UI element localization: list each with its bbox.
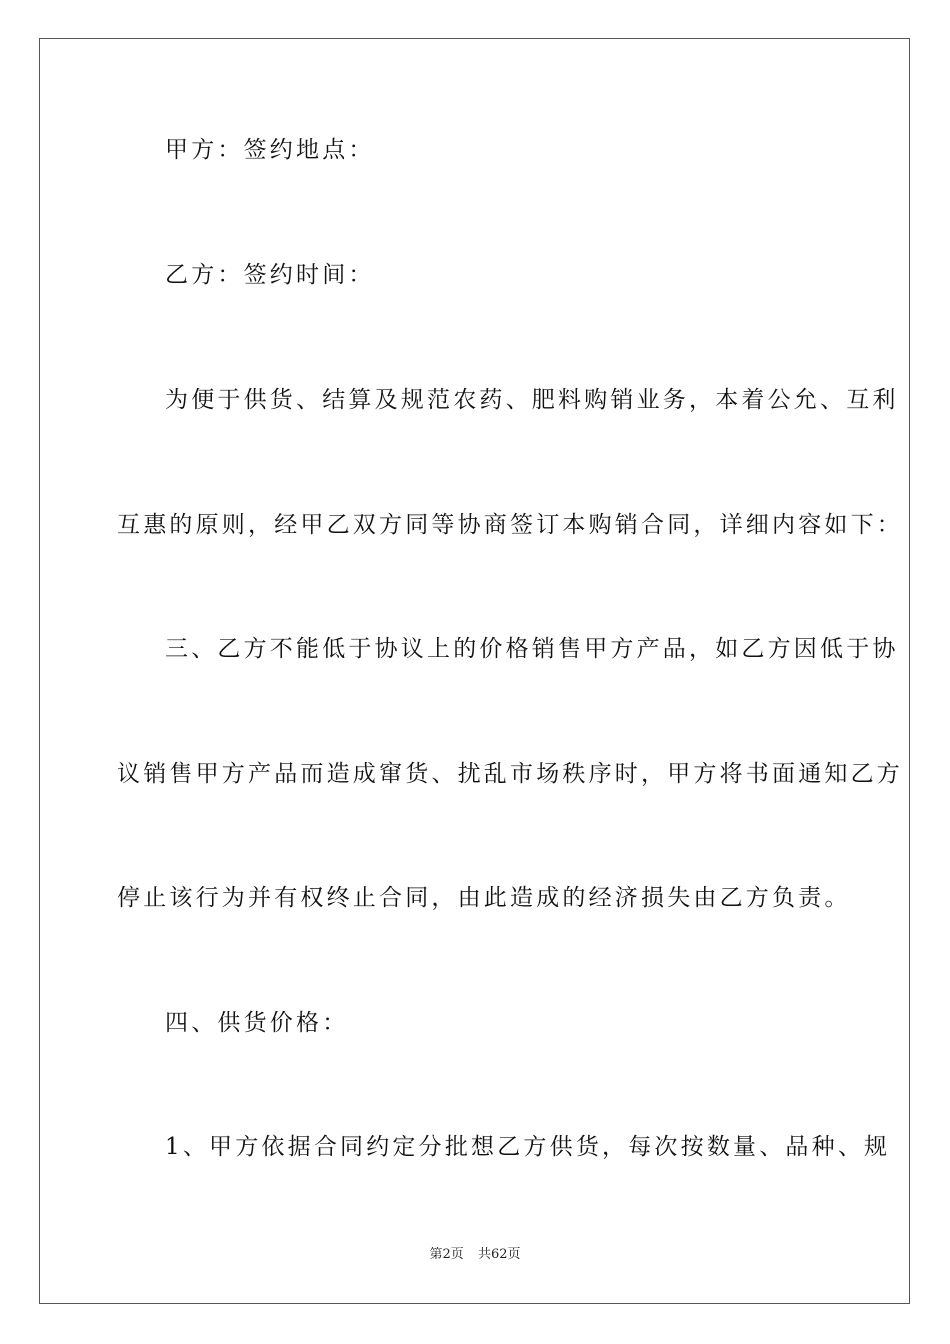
text-line-party-a: 甲方：签约地点：: [165, 137, 375, 163]
page-number-current: 第2页: [429, 1247, 464, 1262]
text-line-party-b: 乙方：签约时间：: [165, 262, 375, 288]
page-number-total: 共62页: [477, 1247, 521, 1262]
page-border: [39, 38, 910, 1304]
text-line-clause-3-2: 议销售甲方产品而造成窜货、扰乱市场秩序时，甲方将书面通知乙方: [117, 761, 903, 787]
text-line-clause-4-heading: 四、供货价格：: [165, 1010, 349, 1036]
text-line-clause-3-1: 三、乙方不能低于协议上的价格销售甲方产品，如乙方因低于协: [165, 636, 899, 662]
page-footer: [0, 1246, 950, 1264]
text-line-intro-2: 互惠的原则，经甲乙双方同等协商签订本购销合同，详细内容如下：: [117, 512, 903, 538]
text-line-intro-1: 为便于供货、结算及规范农药、肥料购销业务，本着公允、互利: [165, 387, 899, 413]
text-line-clause-3-3: 停止该行为并有权终止合同，由此造成的经济损失由乙方负责。: [117, 885, 851, 911]
text-line-clause-4-item-1: 1、甲方依据合同约定分批想乙方供货，每次按数量、品种、规: [165, 1134, 891, 1160]
